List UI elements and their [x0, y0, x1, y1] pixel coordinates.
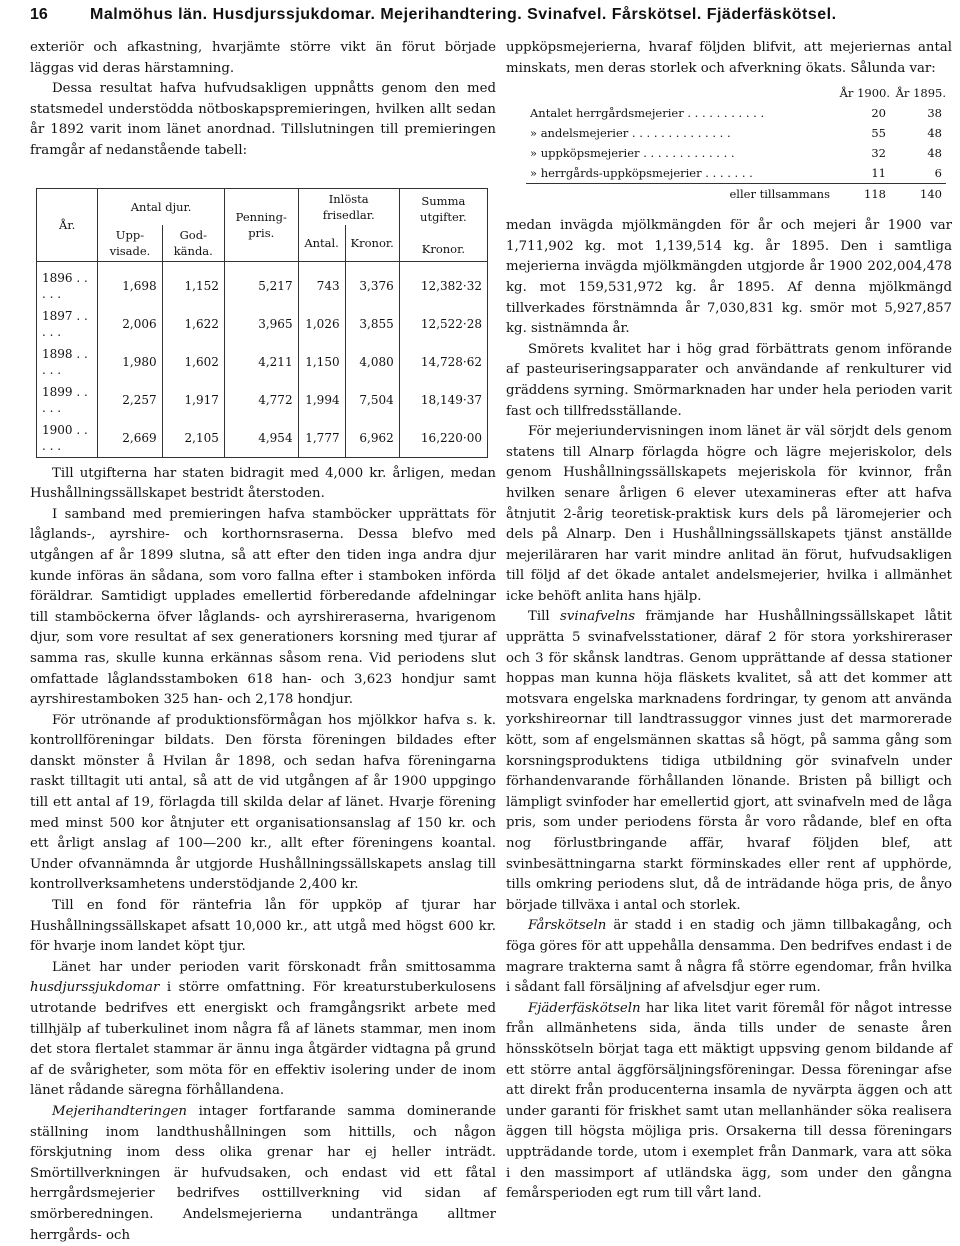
- cell-penning: 4,211: [224, 343, 298, 381]
- paragraph: Till utgifterna har staten bidragit med 4,000 kr. årligen, medan Hushållningssällskapet bestridt återstoden.: [30, 465, 496, 502]
- text-run: Länet har under perioden varit förskonadt från smittosamma: [52, 959, 496, 975]
- col-header-antal: Antal djur.: [98, 188, 225, 225]
- cell-year: 1898 . . . . .: [37, 343, 98, 381]
- dairy-label: » herrgårds-uppköpsmejerier . . . . . . .: [530, 166, 753, 181]
- dairy-1900: 11: [871, 166, 886, 181]
- paragraph: För utrönande af produktionsförmågan hos mjölkkor hafva s. k. kontrollföreningar bildats. Den första föreningen bildades efter danskt mönster å Hvilan år 1898, och sedan hafva föreningarna raskt tilltagit uti antal, så att de vid utgången af år 1900 uppgingo till ett antal af 19, förlagda till skilda delar af länet. Hvarje förening med minst 500 kor åtnjuter ett organisationsanslag af 150 kr. och ett årligt anslag af 100—200 kr., allt efter föreningens koantal. Under ofvannämnda år utgjorde Hushållningssällskapets anslag till kontrollverksamhetens understödjande 2,400 kr.: [30, 712, 496, 893]
- dairy-blank-header: [526, 83, 834, 103]
- paragraph: uppköpsmejerierna, hvaraf följden blifvit, att mejeriernas antal minskats, men deras storlek och afverkning ökats. Sålunda var:: [506, 40, 952, 76]
- cell-antal: 743: [298, 261, 345, 305]
- cell-antal: 1,150: [298, 343, 345, 381]
- cell-antal: 1,026: [298, 305, 345, 343]
- dairy-1895: 48: [927, 126, 942, 141]
- summa-unit: Kronor.: [421, 241, 465, 256]
- col-header-year: År.: [37, 188, 98, 261]
- text-run: intager fortfarande samma dominerande ställning inom landthushållningen som hittills, och någon förskjutning inom dess olika grenar har ej heller inträdt. Smörtillverkningen är hufvudsaken, och endast vid ett fåtal herrgårdsmejerier bedrifves osttillverkning vid sidan af smörberedningen. Andelsmejerierna undanträngа alltmer herrgårds- och: [30, 1103, 496, 1243]
- paragraph: [506, 607, 952, 916]
- premiering-table: [36, 188, 488, 458]
- paragraph: Till en fond för räntefria lån för uppköp af tjurar har Hushållningssällskapet afsatt 10,000 kr., att utgå med högst 600 kr. för hvarje inom landet köpt tjur.: [30, 898, 496, 955]
- col-header-kronor: Kronor.: [345, 225, 399, 262]
- cell-summa: 16,220·00: [399, 419, 487, 458]
- left-column: [30, 38, 496, 1246]
- dairy-total-1895: 140: [890, 184, 946, 205]
- text-run: främjande har Hushållningssällskapet låtit upprätta 5 svinafvelsstationer, däraf 2 för stora yorkshireraser och 3 för skånsk landtras. Genom upprättande af dessa stationer hoppas man kunna höja fläskets kvalitet, så att det kommer att motsvara engelska marknadens fordringar, ty genom att använda yorkshireornar till landtrassuggor vinnes just det marmorerade kött, som af engelsmännen skattas så högt, på samma gång som korsningsproduktens tidiga utbildning gör svinafveln under förhandenvarande förhållanden lönande. Bristen på billigt och lämpligt svinfoder har emellertid gjort, att svinafveln med de låga pris, som under periodens första år voro rådande, blef en ofta nog förlustbringande affär, hvaraf följden blef, att svinbesättningarna starkt förminskades eller rent af upphörde, tills omkring periodens slut, då de inträdande höga pris, de ånyo började tillväxa i antal och storlek.: [506, 609, 952, 913]
- cell-godkanda: 1,622: [162, 305, 224, 343]
- table-total-row: [526, 184, 946, 205]
- paragraph: exteriör och afkastning, hvarjämte större vikt än förut började läggas vid deras härstamning.: [30, 40, 496, 76]
- paragraph: [30, 958, 496, 1102]
- cell-uppvisade: 2,257: [98, 381, 162, 419]
- emphasis: Mejerihandteringen: [52, 1103, 187, 1119]
- cell-uppvisade: 2,669: [98, 419, 162, 458]
- table-row: [526, 123, 946, 143]
- col-header-penning: Penning-pris.: [224, 188, 298, 261]
- cell-kronor: 3,855: [345, 305, 399, 343]
- dairy-label: » uppköpsmejerier . . . . . . . . . . . . .: [530, 146, 735, 161]
- text-run: är stadd i en stadig och jämn tillbakagång, och föga göres för att uppehålla densamma. Den bedrifves endast i de magrare trakterna samt å några få större egendomar, från hvilka i sådant fall försäljning af afvelsdjur eger rum.: [506, 918, 952, 996]
- cell-kronor: 4,080: [345, 343, 399, 381]
- cell-penning: 5,217: [224, 261, 298, 305]
- table-row: [37, 343, 488, 381]
- dairy-1895: 48: [927, 146, 942, 161]
- cell-year: 1900 . . . . .: [37, 419, 98, 458]
- dairy-label: » andelsmejerier . . . . . . . . . . . . . .: [530, 126, 731, 141]
- cell-year: 1896 . . . . .: [37, 261, 98, 305]
- table-row: [37, 419, 488, 458]
- cell-kronor: 6,962: [345, 419, 399, 458]
- cell-godkanda: 2,105: [162, 419, 224, 458]
- table-row: [37, 305, 488, 343]
- dairy-count-table: [526, 83, 946, 204]
- page-number: 16: [30, 6, 48, 23]
- table-row: [37, 381, 488, 419]
- dairy-total-1900: 118: [834, 184, 890, 205]
- table-row: [526, 103, 946, 123]
- paragraph: [30, 1102, 496, 1246]
- dairy-col-1900: År 1900.: [839, 86, 890, 101]
- text-run: Till: [528, 609, 561, 625]
- paragraph: För mejeriundervisningen inom länet är väl sörjdt dels genom statens till Alnarp förlagda högre och lägre mejeriskolor, dels genom Hushållningssällskapets mejeriskola för kvinnor, från hvilken senare årligen 6 elever utexamineras efter att hafva åtnjutit 2-årig teoretisk-praktisk kurs dels på läromejerier och dels på Alnarp. Den i Hushållningssällskapets tjänst anställde mejeriläraren har varit mindre anlitad än förut, hufvudsakligen till följd af det ökade antalet andelsmejerier, hvilka i allmänhet icke behöft anlita hans hjälp.: [506, 424, 952, 604]
- cell-uppvisade: 1,980: [98, 343, 162, 381]
- paragraph: [506, 999, 952, 1205]
- cell-uppvisade: 1,698: [98, 261, 162, 305]
- cell-penning: 4,772: [224, 381, 298, 419]
- dairy-total-label: eller tillsammans: [526, 184, 834, 205]
- cell-antal: 1,994: [298, 381, 345, 419]
- cell-uppvisade: 2,006: [98, 305, 162, 343]
- col-header-inlosta: Inlösta frisedlar.: [298, 188, 399, 225]
- table-row: [526, 143, 946, 163]
- col-header-uppvisade: Upp-visade.: [98, 225, 162, 262]
- right-column: [506, 38, 952, 1205]
- dairy-1900: 20: [871, 106, 886, 121]
- paragraph: Dessa resultat hafva hufvudsakligen uppnåtts genom den med statsmedel understödda nötboskapspremieringen, hvilken allt sedan år 1892 varit inom länet anordnad. Tillslutningen till premieringen framgår af nedanstående tabell:: [30, 81, 496, 158]
- cell-summa: 12,522·28: [399, 305, 487, 343]
- emphasis: Fårskötseln: [528, 918, 607, 934]
- table-row: [526, 163, 946, 184]
- cell-summa: 14,728·62: [399, 343, 487, 381]
- text-run: i större omfattning. För kreaturstuberkulosens utrotande bedrifves ett energiskt och framgångsrikt arbete med tillhjälp af tuberkulinet inom några få af länets stammar, men inom det stora flertalet stammar är ännu inga åtgärder vidtagna på grund af de svårigheter, som möta för en effektiv isolering under de inom länet rådande säregna förhållandena.: [30, 980, 496, 1099]
- cell-year: 1899 . . . . .: [37, 381, 98, 419]
- summa-label: Summa utgifter.: [420, 193, 467, 224]
- cell-kronor: 7,504: [345, 381, 399, 419]
- cell-godkanda: 1,602: [162, 343, 224, 381]
- dairy-label: Antalet herrgårdsmejerier . . . . . . . . . . .: [530, 106, 765, 121]
- col-header-antal2: Antal.: [298, 225, 345, 262]
- dairy-1900: 32: [871, 146, 886, 161]
- cell-antal: 1,777: [298, 419, 345, 458]
- paragraph: medan invägda mjölkmängden för år och mejeri år 1900 var 1,711,902 kg. mot 1,139,514 kg. år 1895. Den i samtliga mejerierna invägda mjölkmängden utgjorde år 1900 202,004,478 kg. mot 159,531,972 kg. år 1895. Af denna mjölkmängd tillverkades förstnämnda år 7,030,831 kg. smör mot 5,927,857 kg. sistnämnda år.: [506, 218, 952, 337]
- cell-summa: 12,382·32: [399, 261, 487, 305]
- paragraph: [506, 916, 952, 998]
- cell-godkanda: 1,152: [162, 261, 224, 305]
- paragraph: I samband med premieringen hafva stamböcker upprättats för låglands-, ayrshire- och korthornsraserna. Dessa blefvo med utgången af år 1899 slutna, så att efter den tiden inga andra djur kunde införas än sådana, som voro fallna efter i stamboken införda föräldrar. Samtidigt upplades emellertid förberedande afdelningar till stamböckerna öfver låglands- och ayrshireraserna, hvarigenom djur, som vore resultat af sex generationers korsning med tjurar af samma ras, skulle kunna erkännas såsom rena. Vid periodens slut omfattade låglandsstamboken 618 han- och 3,623 hondjur samt ayrshirestamboken 325 han- och 2,178 hondjur.: [30, 506, 496, 708]
- cell-penning: 4,954: [224, 419, 298, 458]
- table-row: [37, 261, 488, 305]
- running-title: Malmöhus län. Husdjurssjukdomar. Mejerihandtering. Svinafvel. Fårskötsel. Fjäderfäskötsel.: [90, 6, 837, 23]
- dairy-1900: 55: [871, 126, 886, 141]
- emphasis: husdjurssjukdomar: [30, 980, 160, 996]
- dairy-1895: 6: [934, 166, 942, 181]
- cell-year: 1897 . . . . .: [37, 305, 98, 343]
- col-header-godkanda: God-kända.: [162, 225, 224, 262]
- cell-penning: 3,965: [224, 305, 298, 343]
- emphasis: svinafvelns: [560, 609, 636, 625]
- dairy-1895: 38: [927, 106, 942, 121]
- cell-summa: 18,149·37: [399, 381, 487, 419]
- emphasis: Fjäderfäskötseln: [528, 1000, 641, 1016]
- text-run: har lika litet varit föremål för något intresse från allmänhetens sida, ända tills under de senaste åren hönsskötseln börjat taga ett mäktigt uppsving genom bildande af ett större antal äggförsäljningsföreningar. Dessa föreningar afse att direkt från producenterna insamla de nyvärpta äggen och att under garanti för friskhet samt utan mellanhänder söka realisera äggen till högsta möjliga pris. Orsakerna till dessa föreningars uppträdande torde, utom i exemplet från Danmark, vara att söka i den massimport af utländska ägg, som under den gångna femårsperioden egt rum till vårt land.: [506, 1000, 952, 1202]
- page-header: [30, 6, 950, 36]
- dairy-col-1895: År 1895.: [895, 86, 946, 101]
- cell-godkanda: 1,917: [162, 381, 224, 419]
- col-header-summa: [399, 188, 487, 261]
- paragraph: Smörets kvalitet har i hög grad förbättrats genom införande af pasteuriseringsapparater och användande af renkulturer vid gräddens syrning. Smörmarknaden har under hela perioden varit fast och tillfredsställande.: [506, 341, 952, 419]
- cell-kronor: 3,376: [345, 261, 399, 305]
